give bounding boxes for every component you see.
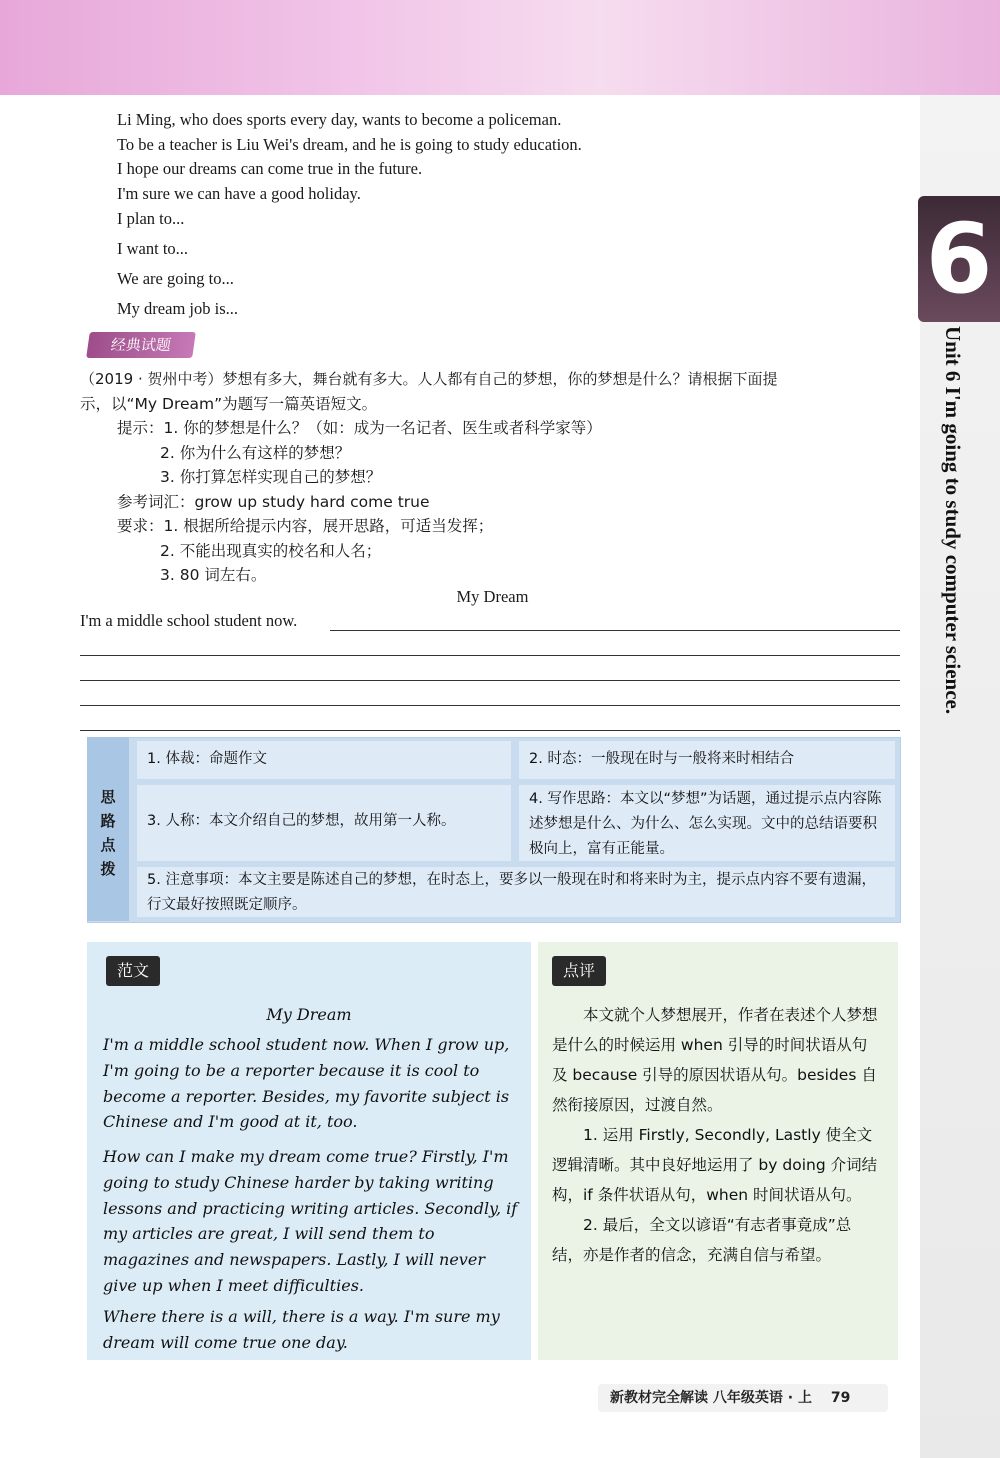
page-footer (598, 1384, 888, 1412)
writing-line-3[interactable] (80, 680, 900, 681)
sample-badge: 范文 (106, 956, 160, 986)
exam-req-2: 2. 不能出现真实的校名和人名； (160, 542, 382, 560)
writing-line-4[interactable] (80, 705, 900, 706)
sentence-1: Li Ming, who does sports every day, wants to become a policeman. (117, 110, 562, 129)
unit-number: 6 (925, 203, 993, 315)
tips-item-2: 2. 时态：一般现在时与一般将来时相结合 (519, 741, 895, 779)
writing-line-5[interactable] (80, 730, 900, 731)
sentence-6: I want to... (117, 239, 189, 258)
comment-paragraph-3: 2. 最后，全文以谚语“有志者事竟成”总结，亦是作者的信念，充满自信与希望。 (552, 1216, 852, 1264)
sentence-8: My dream job is... (117, 299, 238, 318)
tips-label: 思路点拨 (100, 788, 116, 878)
top-decor-band (0, 0, 1000, 95)
unit-title: Unit 6 I'm going to study computer science. (941, 326, 965, 715)
tips-item-5: 5. 注意事项：本文主要是陈述自己的梦想，在时态上，要多以一般现在时和将来时为主，提示点内容不要有遗漏，行文最好按照既定顺序。 (137, 867, 895, 917)
sentence-3: I hope our dreams can come true in the future. (117, 159, 423, 178)
page-number: 79 (830, 1390, 851, 1406)
exam-intro-line2: 示，以“My Dream”为题写一篇英语短文。 (80, 395, 378, 413)
sentence-5: I plan to... (117, 209, 185, 228)
writing-line-2[interactable] (80, 655, 900, 656)
exam-hint-2: 2. 你为什么有这样的梦想？ (160, 444, 351, 462)
exam-intro-line1: （2019 · 贺州中考）梦想有多大，舞台就有多大。人人都有自己的梦想，你的梦想是什么？请根据下面提 (80, 370, 778, 388)
comment-text (552, 1000, 882, 1270)
exam-hint-1: 提示：1. 你的梦想是什么？（如：成为一名记者、医生或者科学家等） (117, 419, 602, 437)
tips-item-1: 1. 体裁：命题作文 (137, 741, 511, 779)
sample-title: My Dream (266, 1005, 352, 1024)
exam-vocab: 参考词汇：grow up study hard come true (117, 493, 430, 511)
tips-item-4: 4. 写作思路：本文以“梦想”为话题，通过提示点内容陈述梦想是什么、为什么、怎么实现。文中的总结语要积极向上，富有正能量。 (519, 785, 895, 861)
writing-line-1[interactable] (330, 630, 900, 631)
footer-book-title: 新教材完全解读 八年级英语 · 上 (610, 1390, 812, 1406)
sentence-2: To be a teacher is Liu Wei's dream, and he is going to study education. (117, 135, 582, 154)
sample-paragraph-1: I'm a middle school student now. When I grow up, I'm going to be a reporter because it is cool to become a reporter. Besides, my favorite subject is Chinese and I'm good at it, too. (103, 1035, 510, 1132)
comment-paragraph-2: 1. 运用 Firstly, Secondly, Lastly 使全文逻辑清晰。其中良好地运用了 by doing 介词结构，if 条件状语从句，when 时间状语从句。 (552, 1126, 878, 1204)
sentence-4: I'm sure we can have a good holiday. (117, 184, 361, 203)
comment-paragraph-1: 本文就个人梦想展开，作者在表述个人梦想是什么的时候运用 when 引导的时间状语从句及 because 引导的原因状语从句。besides 自然衔接原因，过渡自然。 (552, 1006, 878, 1114)
essay-title: My Dream (456, 587, 529, 606)
exam-hint-3: 3. 你打算怎样实现自己的梦想？ (160, 468, 382, 486)
comment-badge: 点评 (552, 956, 606, 986)
exam-req-3: 3. 80 词左右。 (160, 566, 267, 584)
exam-req-1: 要求：1. 根据所给提示内容，展开思路，可适当发挥； (117, 517, 494, 535)
sample-paragraph-2: How can I make my dream come true? Firstly, I'm going to study Chinese harder by taking writing lessons and practicing writing articles. Secondly, if my articles are great, I will send them to magazines and newspapers. Lastly, I will never give up when I meet difficulties. (103, 1147, 518, 1295)
essay-start: I'm a middle school student now. (80, 611, 298, 630)
tips-item-3: 3. 人称：本文介绍自己的梦想，故用第一人称。 (137, 785, 511, 861)
exam-badge: 经典试题 (86, 332, 196, 358)
sample-paragraph-3: Where there is a will, there is a way. I'm sure my dream will come true one day. (103, 1307, 500, 1352)
sentence-7: We are going to... (117, 269, 234, 288)
